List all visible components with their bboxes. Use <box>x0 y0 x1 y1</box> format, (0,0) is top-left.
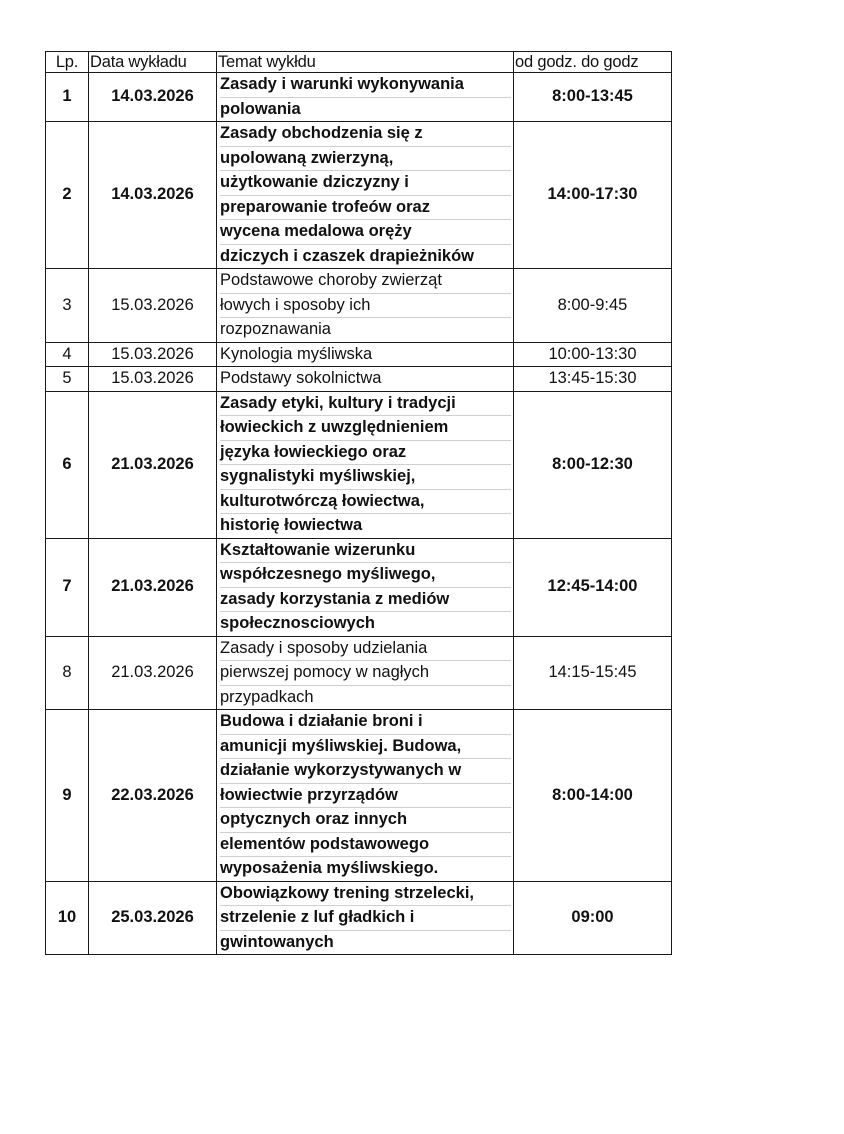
row-number: 5 <box>46 367 89 392</box>
lecture-time: 12:45-14:00 <box>514 538 672 636</box>
lecture-topic <box>217 538 514 636</box>
topic-line: Zasady obchodzenia się z <box>220 122 511 147</box>
topic-line: sygnalistyki myśliwskiej, <box>220 465 511 490</box>
lecture-topic <box>217 269 514 343</box>
lecture-topic <box>217 881 514 955</box>
topic-line: rozpoznawania <box>220 320 331 338</box>
table-row <box>46 367 672 392</box>
lecture-topic <box>217 367 514 392</box>
lecture-date: 21.03.2026 <box>89 538 217 636</box>
lecture-time: 8:00-9:45 <box>514 269 672 343</box>
topic-line: amunicji myśliwskiej. Budowa, <box>220 735 511 760</box>
topic-line: łowiectwie przyrządów <box>220 784 511 809</box>
table-row <box>46 636 672 710</box>
topic-line: pierwszej pomocy w nagłych <box>220 661 511 686</box>
lecture-date: 21.03.2026 <box>89 636 217 710</box>
topic-line: Podstawy sokolnictwa <box>220 369 382 387</box>
topic-line: historię łowiectwa <box>220 516 363 534</box>
topic-line: Obowiązkowy trening strzelecki, <box>220 882 511 907</box>
header-date: Data wykładu <box>89 52 217 73</box>
lecture-date: 14.03.2026 <box>89 122 217 269</box>
row-number: 4 <box>46 342 89 367</box>
table-row <box>46 391 672 538</box>
lecture-topic <box>217 391 514 538</box>
table-header <box>46 52 672 73</box>
topic-line: polowania <box>220 99 301 118</box>
topic-line: Budowa i działanie broni i <box>220 710 511 735</box>
lecture-topic <box>217 122 514 269</box>
topic-line: łowych i sposoby ich <box>220 294 511 319</box>
lecture-date: 15.03.2026 <box>89 269 217 343</box>
topic-line: Podstawowe choroby zwierząt <box>220 269 511 294</box>
lecture-date: 25.03.2026 <box>89 881 217 955</box>
header-topic: Temat wykłdu <box>217 52 514 73</box>
row-number: 3 <box>46 269 89 343</box>
table-row <box>46 122 672 269</box>
topic-line: wycena medalowa oręży <box>220 220 511 245</box>
lecture-topic <box>217 710 514 882</box>
table-row <box>46 538 672 636</box>
row-number: 7 <box>46 538 89 636</box>
table-row <box>46 881 672 955</box>
table-row <box>46 710 672 882</box>
lecture-time: 10:00-13:30 <box>514 342 672 367</box>
topic-line: wyposażenia myśliwskiego. <box>220 859 439 877</box>
topic-line: języka łowieckiego oraz <box>220 441 511 466</box>
lecture-date: 21.03.2026 <box>89 391 217 538</box>
topic-line: dziczych i czaszek drapieżników <box>220 246 475 265</box>
lecture-schedule-table <box>45 51 672 955</box>
table-row <box>46 342 672 367</box>
lecture-time: 14:00-17:30 <box>514 122 672 269</box>
topic-line: Zasady i warunki wykonywania <box>220 73 511 98</box>
topic-line: Kynologia myśliwska <box>220 344 373 363</box>
table-body <box>46 73 672 955</box>
header-lp: Lp. <box>46 52 89 73</box>
lecture-time: 14:15-15:45 <box>514 636 672 710</box>
lecture-time: 13:45-15:30 <box>514 367 672 392</box>
topic-line: zasady korzystania z mediów <box>220 588 511 613</box>
topic-line: użytkowanie dziczyzny i <box>220 171 511 196</box>
topic-line: kulturotwórczą łowiectwa, <box>220 490 511 515</box>
lecture-date: 15.03.2026 <box>89 367 217 392</box>
topic-line: optycznych oraz innych <box>220 808 511 833</box>
topic-line: Zasady i sposoby udzielania <box>220 637 511 662</box>
topic-line: gwintowanych <box>220 932 334 951</box>
row-number: 6 <box>46 391 89 538</box>
table-row <box>46 269 672 343</box>
lecture-time: 8:00-13:45 <box>514 73 672 122</box>
lecture-date: 14.03.2026 <box>89 73 217 122</box>
row-number: 10 <box>46 881 89 955</box>
topic-line: społecznosciowych <box>220 614 375 632</box>
row-number: 8 <box>46 636 89 710</box>
lecture-time: 8:00-14:00 <box>514 710 672 882</box>
lecture-time: 09:00 <box>514 881 672 955</box>
row-number: 2 <box>46 122 89 269</box>
row-number: 1 <box>46 73 89 122</box>
lecture-topic <box>217 636 514 710</box>
topic-line: elementów podstawowego <box>220 833 511 858</box>
topic-line: przypadkach <box>220 687 314 706</box>
topic-line: łowieckich z uwzględnieniem <box>220 416 511 441</box>
table-row <box>46 73 672 122</box>
lecture-date: 15.03.2026 <box>89 342 217 367</box>
topic-line: Kształtowanie wizerunku <box>220 539 511 564</box>
topic-line: preparowanie trofeów oraz <box>220 196 511 221</box>
topic-line: strzelenie z luf gładkich i <box>220 906 511 931</box>
topic-line: upolowaną zwierzyną, <box>220 147 511 172</box>
header-time: od godz. do godz <box>514 52 672 73</box>
lecture-time: 8:00-12:30 <box>514 391 672 538</box>
lecture-topic <box>217 342 514 367</box>
topic-line: działanie wykorzystywanych w <box>220 759 511 784</box>
header-row <box>46 52 672 73</box>
topic-line: współczesnego myśliwego, <box>220 563 511 588</box>
row-number: 9 <box>46 710 89 882</box>
lecture-topic <box>217 73 514 122</box>
topic-line: Zasady etyki, kultury i tradycji <box>220 392 511 417</box>
lecture-date: 22.03.2026 <box>89 710 217 882</box>
